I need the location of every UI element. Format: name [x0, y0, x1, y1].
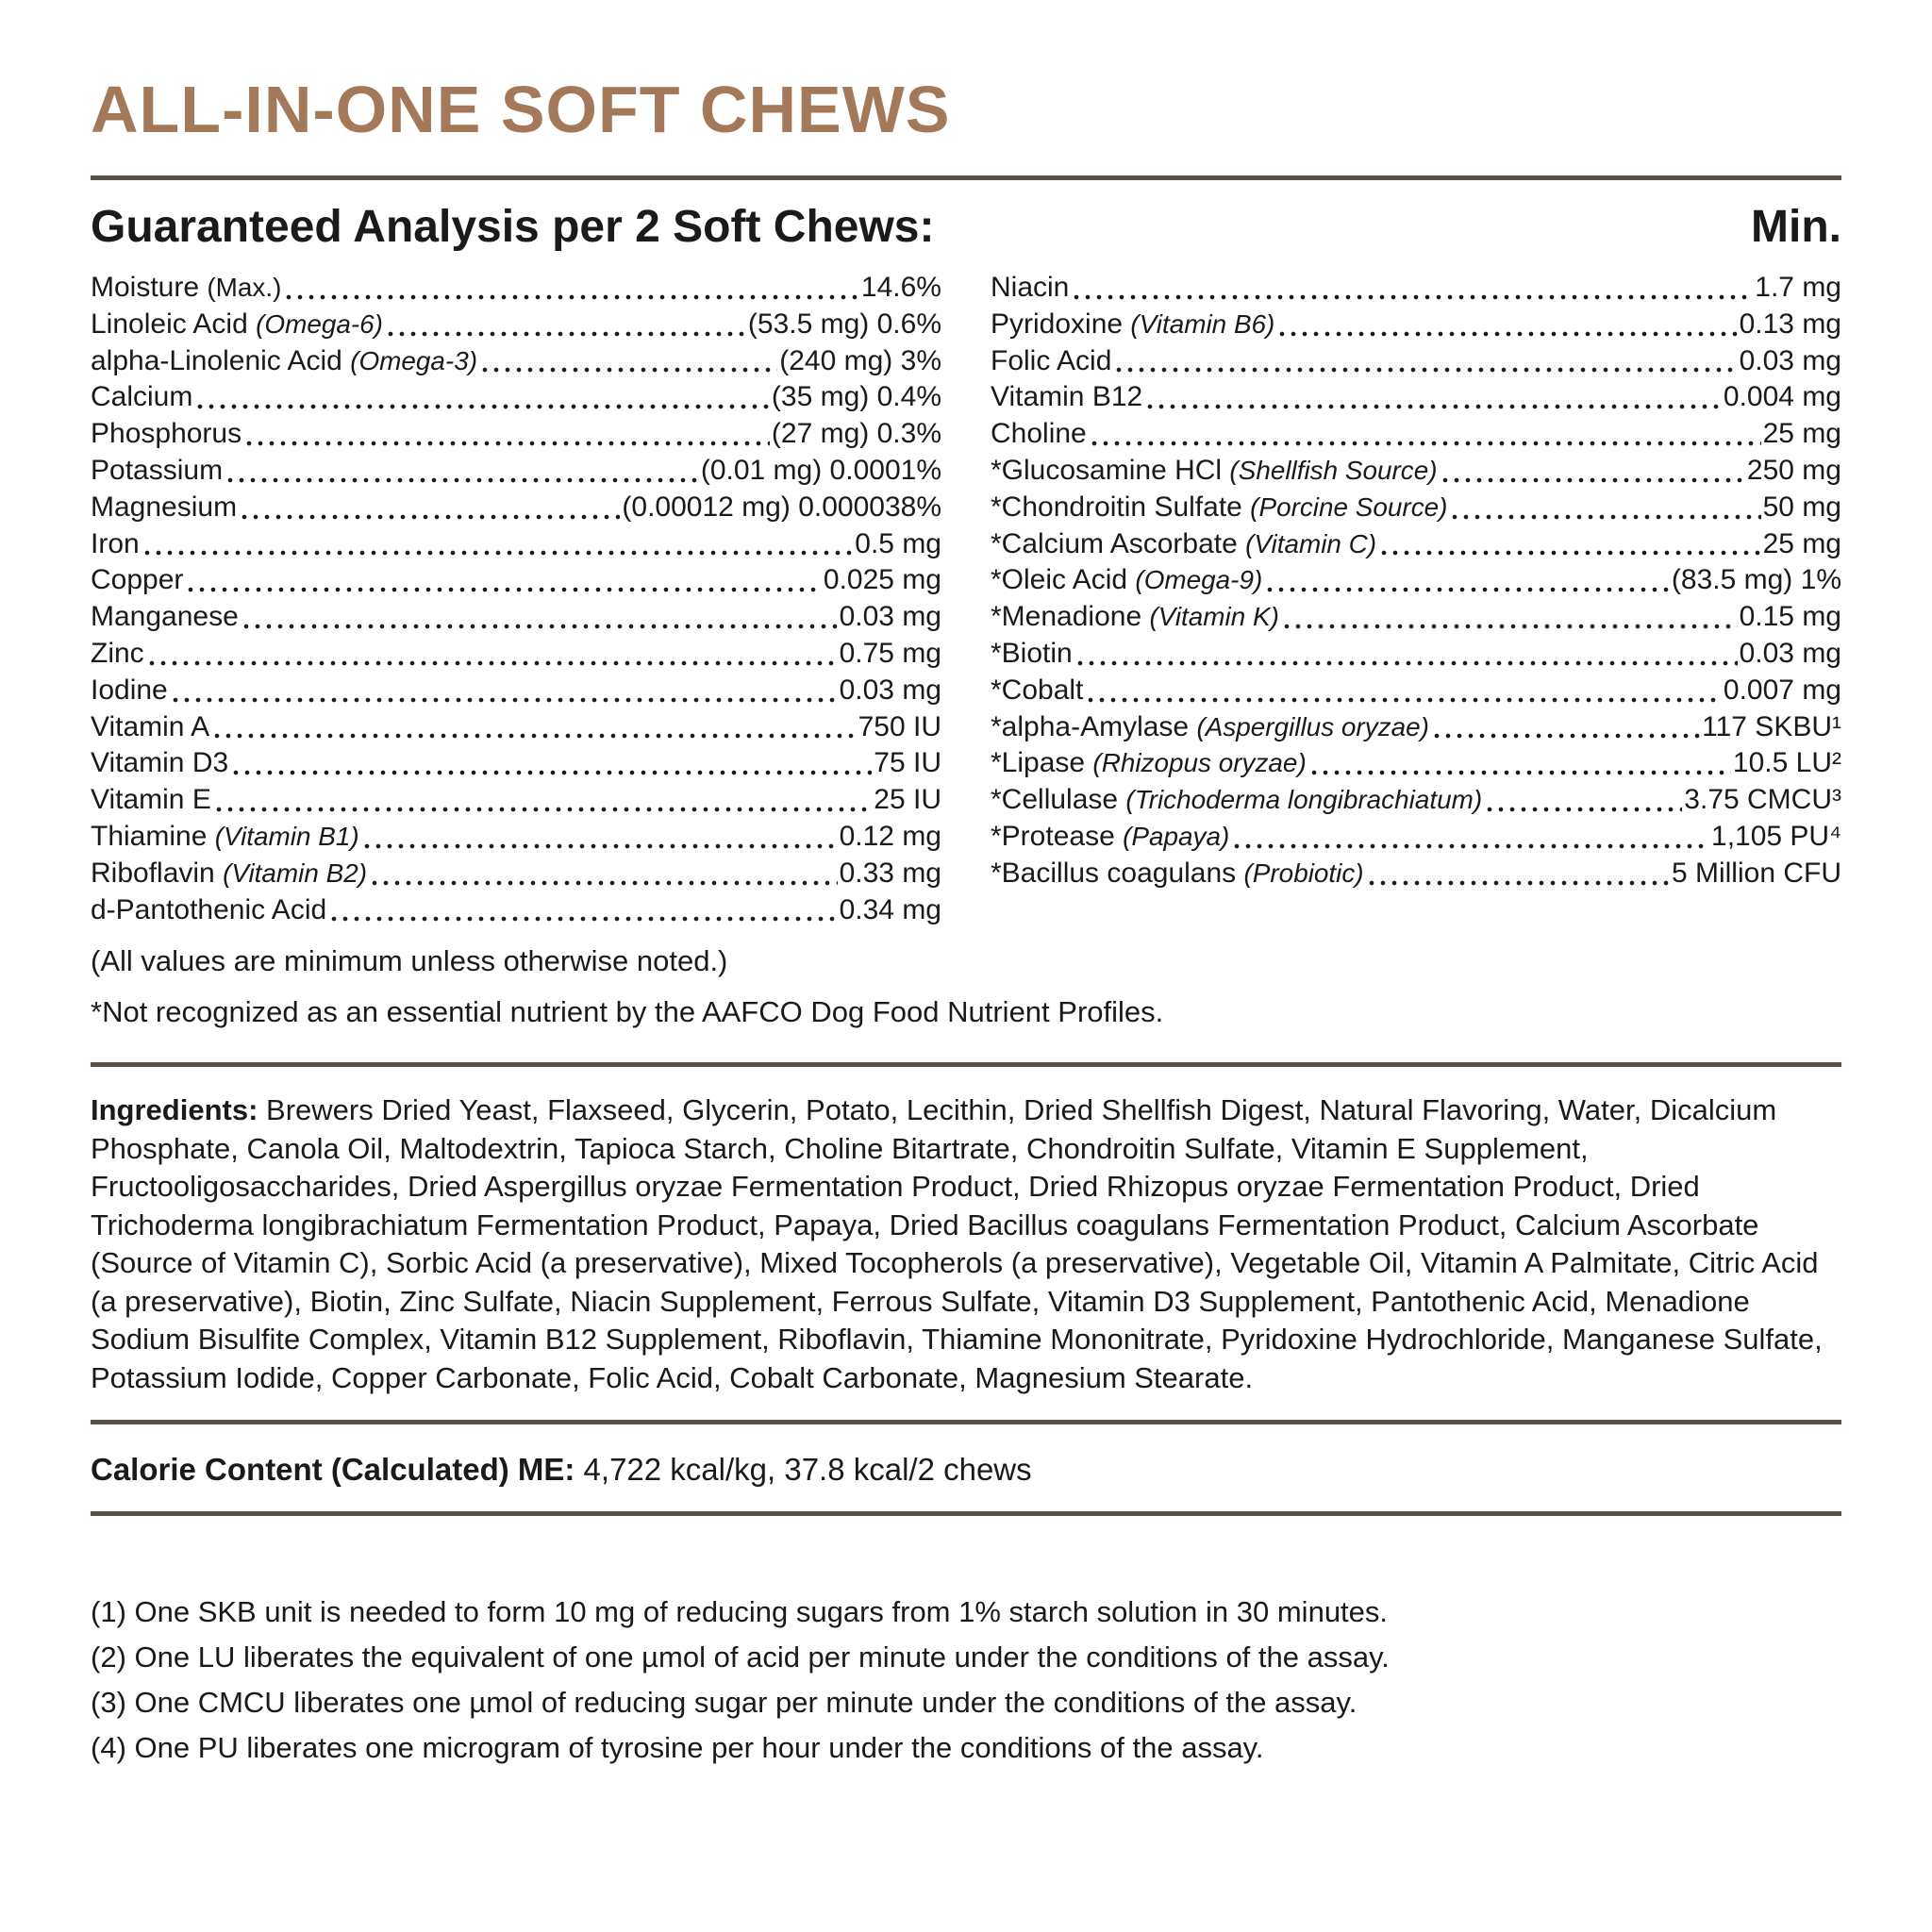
min-column-label: Min.: [1751, 202, 1841, 252]
nutrient-value: 0.13 mg: [1739, 308, 1841, 340]
dot-leader: [1074, 660, 1738, 666]
dot-leader: [213, 807, 872, 812]
analysis-row: [91, 892, 941, 929]
dot-leader: [211, 733, 856, 739]
dot-leader: [243, 441, 770, 446]
analysis-row: [991, 636, 1841, 673]
nutrient-qualifier: (Vitamin B6): [1130, 308, 1275, 339]
nutrient-name: Vitamin B12: [991, 381, 1143, 413]
nutrient-value: 0.34 mg: [839, 893, 941, 925]
nutrient-name: Thiamine (Vitamin B1): [91, 820, 359, 852]
nutrient-value: 0.03 mg: [1739, 637, 1841, 669]
nutrient-value: (83.5 mg) 1%: [1671, 564, 1841, 596]
dot-leader: [230, 770, 872, 775]
dot-leader: [1231, 843, 1709, 849]
nutrient-value: 25 mg: [1762, 418, 1841, 450]
nutrient-qualifier: (Vitamin B1): [214, 821, 359, 851]
dot-leader: [1449, 514, 1760, 520]
page-title: ALL-IN-ONE SOFT CHEWS: [91, 73, 951, 146]
nutrient-qualifier: (Omega-9): [1135, 565, 1263, 595]
nutrient-value: 10.5 LU²: [1732, 747, 1841, 779]
analysis-row: [991, 673, 1841, 709]
nutrient-name: *Cellulase (Trichoderma longibrachiatum): [991, 784, 1483, 816]
nutrient-value: (0.01 mg) 0.0001%: [700, 454, 941, 486]
dot-leader: [241, 624, 838, 629]
analysis-row: [91, 490, 941, 526]
analysis-row: [91, 673, 941, 709]
analysis-row: [991, 562, 1841, 599]
calorie-label: Calorie Content (Calculated) ME:: [91, 1452, 575, 1488]
nutrient-value: 0.004 mg: [1723, 381, 1841, 413]
nutrient-value: 1,105 PU⁴: [1711, 820, 1841, 852]
nutrient-value: 5 Million CFU: [1671, 857, 1841, 889]
dot-leader: [170, 697, 838, 703]
dot-leader: [328, 916, 837, 922]
dot-leader: [1308, 770, 1731, 775]
analysis-row: [991, 490, 1841, 526]
nutrient-name: Iron: [91, 527, 140, 559]
nutrient-qualifier: (Omega-6): [256, 308, 383, 339]
nutrient-name: *Chondroitin Sulfate (Porcine Source): [991, 491, 1448, 523]
nutrient-qualifier: (Shellfish Source): [1229, 455, 1438, 485]
nutrient-qualifier: (Omega-3): [350, 345, 478, 375]
nutrient-value: 0.15 mg: [1739, 601, 1841, 633]
analysis-row: [991, 453, 1841, 490]
nutrient-qualifier: (Porcine Source): [1250, 491, 1448, 522]
dot-leader: [1144, 404, 1722, 409]
dot-leader: [283, 294, 859, 300]
nutrient-name: *Oleic Acid (Omega-9): [991, 564, 1263, 596]
nutrient-name: Vitamin D3: [91, 747, 229, 779]
dot-leader: [1281, 624, 1738, 629]
nutrient-name: *Cobalt: [991, 674, 1084, 706]
analysis-row: [991, 745, 1841, 782]
analysis-column-right: [991, 270, 1841, 928]
dot-leader: [194, 404, 770, 409]
dot-leader: [1440, 477, 1745, 483]
ingredients-paragraph: [91, 1091, 1841, 1397]
footnote-item: (3) One CMCU liberates one µmol of reducing sugar per minute under the conditions of the assay.: [91, 1686, 1357, 1720]
nutrient-value: 0.007 mg: [1723, 674, 1841, 706]
nutrient-qualifier: (Vitamin K): [1149, 602, 1279, 632]
nutrient-name: *Glucosamine HCl (Shellfish Source): [991, 454, 1438, 486]
nutrient-name: Niacin: [991, 272, 1070, 303]
title-divider: [91, 175, 1841, 180]
nutrient-qualifier: (Trichoderma longibrachiatum): [1125, 785, 1483, 815]
ingredients-divider: [91, 1062, 1841, 1067]
dot-leader: [1264, 587, 1670, 592]
analysis-row: [991, 307, 1841, 343]
analysis-row: [91, 307, 941, 343]
nutrient-value: 0.03 mg: [839, 601, 941, 633]
nutrient-name: Magnesium: [91, 491, 238, 523]
nutrient-value: (53.5 mg) 0.6%: [747, 308, 941, 340]
analysis-row: [91, 379, 941, 416]
dot-leader: [1089, 441, 1761, 446]
dot-leader: [1071, 294, 1753, 300]
dot-leader: [1484, 807, 1682, 812]
footnote-item: (1) One SKB unit is needed to form 10 mg of reducing sugars from 1% starch solution in 30 minutes.: [91, 1595, 1389, 1629]
nutrient-value: 0.5 mg: [855, 527, 941, 559]
analysis-row: [91, 636, 941, 673]
analysis-row: [991, 379, 1841, 416]
nutrient-value: 0.03 mg: [839, 674, 941, 706]
nutrient-value: (35 mg) 0.4%: [771, 381, 941, 413]
nutrient-value: 25 mg: [1762, 527, 1841, 559]
nutrient-value: 250 mg: [1746, 454, 1841, 486]
nutrient-name: Iodine: [91, 674, 168, 706]
nutrient-name: alpha-Linolenic Acid (Omega-3): [91, 344, 478, 376]
analysis-row: [91, 782, 941, 819]
nutrient-qualifier: (Aspergillus oryzae): [1196, 711, 1429, 741]
analysis-row: [991, 782, 1841, 819]
footnotes-block: [91, 1590, 1841, 1771]
guaranteed-analysis-heading: Guaranteed Analysis per 2 Soft Chews:: [91, 202, 935, 252]
nutrient-name: Copper: [91, 564, 184, 596]
nutrient-value: 0.75 mg: [839, 637, 941, 669]
nutrient-qualifier: (Vitamin B2): [223, 858, 368, 888]
analysis-row: [991, 819, 1841, 856]
calorie-divider-bottom: [91, 1511, 1841, 1516]
nutrient-name: Phosphorus: [91, 418, 242, 450]
nutrient-name: Potassium: [91, 454, 224, 486]
calorie-content-line: [91, 1449, 1841, 1491]
ingredients-text: Brewers Dried Yeast, Flaxseed, Glycerin, Potato, Lecithin, Dried Shellfish Digest, Natural Flavoring, Water, Dicalcium Phosphate, Canola Oil, Maltodextrin, Tapioca Starch, Choline Bitartrate, Chondroitin Sulfate, Vitamin E Supplement, Fructooligosaccharides, Dried Aspergillus oryzae Fermentation Product, Dried Rhizopus oryzae Fermentation Product, Dried Trichoderma longibrachiatum Fermentation Product, Papaya, Dried Bacillus coagulans Fermentation Product, Calcium Ascorbate (Source of Vitamin C), Sorbic Acid (a preservative), Mixed Tocopherols (a preservative), Vegetable Oil, Vitamin A Palmitate, Citric Acid (a preservative), Biotin, Zinc Sulfate, Niacin Supplement, Ferrous Sulfate, Vitamin D3 Supplement, Pantothenic Acid, Menadione Sodium Bisulfite Complex, Vitamin B12 Supplement, Riboflavin, Thiamine Mononitrate, Pyridoxine Hydrochloride, Manganese Sulfate, Potassium Iodide, Copper Carbonate, Folic Acid, Cobalt Carbonate, Magnesium Stearate.: [91, 1093, 1823, 1394]
nutrient-value: 1.7 mg: [1755, 272, 1841, 303]
dot-leader: [369, 880, 838, 886]
dot-leader: [225, 477, 699, 483]
nutrient-value: 0.33 mg: [839, 857, 941, 889]
nutrient-value: 117 SKBU¹: [1702, 710, 1841, 742]
nutrient-name: Zinc: [91, 637, 144, 669]
nutrient-name: Moisture (Max.): [91, 272, 282, 303]
nutrient-value: 0.12 mg: [839, 820, 941, 852]
nutrient-name: Vitamin E: [91, 784, 211, 816]
analysis-row: [991, 599, 1841, 636]
analysis-row: [991, 526, 1841, 563]
nutrient-qualifier: (Vitamin C): [1245, 528, 1377, 558]
analysis-row: [91, 745, 941, 782]
analysis-row: [91, 453, 941, 490]
nutrient-value: 75 IU: [874, 747, 941, 779]
nutrient-name: *Bacillus coagulans (Probiotic): [991, 857, 1364, 889]
nutrient-name: *Menadione (Vitamin K): [991, 601, 1279, 633]
nutrient-name: Choline: [991, 418, 1087, 450]
nutrient-name: *Lipase (Rhizopus oryzae): [991, 747, 1307, 779]
dot-leader: [142, 550, 854, 556]
analysis-row: [91, 562, 941, 599]
analysis-row: [991, 709, 1841, 746]
footnote-item: (4) One PU liberates one microgram of tyrosine per hour under the conditions of the assay.: [91, 1731, 1264, 1765]
analysis-row: [991, 856, 1841, 892]
nutrient-value: (0.00012 mg) 0.000038%: [622, 491, 941, 523]
nutrient-name: *Protease (Papaya): [991, 820, 1230, 852]
analysis-row: [91, 599, 941, 636]
nutrient-name: Calcium: [91, 381, 193, 413]
dot-leader: [1378, 550, 1761, 556]
nutrient-name: *alpha-Amylase (Aspergillus oryzae): [991, 710, 1429, 742]
analysis-row: [91, 416, 941, 453]
nutrient-value: (27 mg) 0.3%: [771, 418, 941, 450]
footnote-item: (2) One LU liberates the equivalent of one µmol of acid per minute under the conditions of the assay.: [91, 1641, 1390, 1674]
nutrient-value: 0.03 mg: [1739, 344, 1841, 376]
analysis-columns: [91, 270, 1841, 928]
nutrient-name: Folic Acid: [991, 344, 1112, 376]
nutrient-name: Riboflavin (Vitamin B2): [91, 857, 368, 889]
dot-leader: [1431, 733, 1700, 739]
nutrient-name: *Calcium Ascorbate (Vitamin C): [991, 527, 1377, 559]
calorie-divider-top: [91, 1420, 1841, 1424]
analysis-row: [91, 526, 941, 563]
nutrient-value: 50 mg: [1762, 491, 1841, 523]
dot-leader: [361, 843, 838, 849]
analysis-row: [91, 819, 941, 856]
analysis-row: [91, 709, 941, 746]
nutrient-qualifier: (Rhizopus oryzae): [1092, 748, 1307, 778]
analysis-row: [991, 343, 1841, 380]
analysis-row: [91, 270, 941, 307]
nutrient-name: Vitamin A: [91, 710, 210, 742]
nutrient-qualifier: (Papaya): [1123, 821, 1230, 851]
nutrient-name: Pyridoxine (Vitamin B6): [991, 308, 1275, 340]
analysis-row: [991, 270, 1841, 307]
nutrient-name: Manganese: [91, 601, 239, 633]
dot-leader: [1113, 367, 1737, 373]
dot-leader: [146, 660, 838, 666]
dot-leader: [185, 587, 822, 592]
nutrient-value: 14.6%: [860, 272, 941, 303]
nutrient-value: 3.75 CMCU³: [1684, 784, 1841, 816]
note-minimum: (All values are minimum unless otherwise noted.): [91, 944, 728, 978]
analysis-row: [91, 343, 941, 380]
note-aafco: *Not recognized as an essential nutrient by the AAFCO Dog Food Nutrient Profiles.: [91, 995, 1164, 1029]
dot-leader: [1085, 697, 1722, 703]
dot-leader: [1366, 880, 1670, 886]
nutrient-name: Linoleic Acid (Omega-6): [91, 308, 383, 340]
dot-leader: [385, 331, 746, 337]
dot-leader: [479, 367, 777, 373]
dot-leader: [1276, 331, 1737, 337]
nutrient-qualifier: (Max.): [207, 273, 282, 302]
analysis-column-left: [91, 270, 941, 928]
guaranteed-analysis-header: [91, 201, 1841, 253]
nutrient-value: 0.025 mg: [823, 564, 941, 596]
nutrient-value: 750 IU: [858, 710, 941, 742]
ingredients-label: Ingredients:: [91, 1093, 258, 1127]
analysis-row: [91, 856, 941, 892]
analysis-row: [991, 416, 1841, 453]
nutrient-name: *Biotin: [991, 637, 1073, 669]
calorie-value: 4,722 kcal/kg, 37.8 kcal/2 chews: [575, 1452, 1032, 1488]
nutrient-value: 25 IU: [874, 784, 941, 816]
nutrient-value: (240 mg) 3%: [779, 344, 941, 376]
nutrient-name: d-Pantothenic Acid: [91, 893, 327, 925]
nutrient-qualifier: (Probiotic): [1243, 858, 1364, 888]
dot-leader: [239, 514, 620, 520]
